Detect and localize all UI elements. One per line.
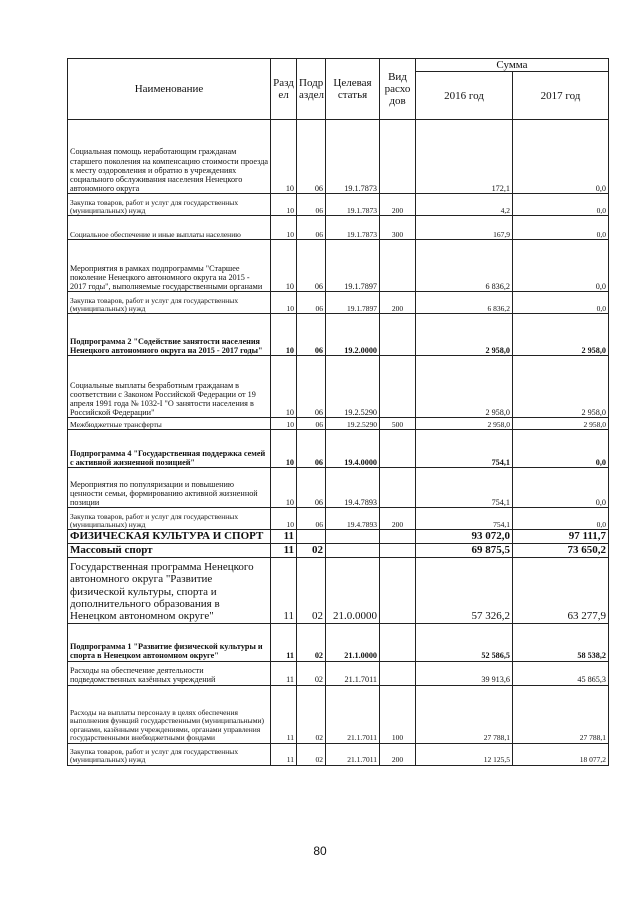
row-statya: 19.1.7897 (326, 240, 380, 292)
row-value-2017: 0,0 (513, 194, 609, 216)
header-podrazdel: Подр аздел (297, 59, 326, 120)
row-name: Подпрограмма 1 "Развитие физической культуры и спорта в Ненецком автономном округе" (68, 623, 271, 661)
row-value-2017: 45 865,3 (513, 661, 609, 685)
row-value-2016: 6 836,2 (416, 240, 513, 292)
row-value-2017: 73 650,2 (513, 543, 609, 557)
row-name: Расходы на выплаты персоналу в целях обеспечения выполнения функций государственными (муниципальными) органами, казёнными учреждениями, органами управления государственными внебюджетными фондами (68, 685, 271, 743)
row-name: Подпрограмма 2 "Содействие занятости населения Ненецкого автономного округа на 2015 - 2017 годы" (68, 314, 271, 356)
row-name: ФИЗИЧЕСКАЯ КУЛЬТУРА И СПОРТ (68, 530, 271, 543)
row-vid (380, 430, 416, 468)
row-name: Социальное обеспечение и иные выплаты населению (68, 216, 271, 240)
table-row (68, 508, 609, 530)
row-value-2017: 2 958,0 (513, 418, 609, 430)
row-podrazdel: 06 (297, 508, 326, 530)
row-value-2016: 52 586,5 (416, 623, 513, 661)
row-value-2017: 0,0 (513, 468, 609, 508)
row-vid (380, 314, 416, 356)
row-statya: 19.1.7873 (326, 216, 380, 240)
header-vid: Вид расхо дов (380, 59, 416, 120)
row-value-2016: 39 913,6 (416, 661, 513, 685)
row-razdel: 10 (271, 240, 297, 292)
table-row (68, 468, 609, 508)
table-row (68, 120, 609, 194)
row-podrazdel: 02 (297, 543, 326, 557)
row-name: Мероприятия в рамках подпрограммы "Старшее поколение Ненецкого автономного округа на 2015 - 2017 годы", выполняемые государственными органами (68, 240, 271, 292)
table-row (68, 623, 609, 661)
header-year-2017: 2017 год (513, 72, 609, 120)
row-value-2016: 12 125,5 (416, 743, 513, 765)
row-value-2016: 2 958,0 (416, 314, 513, 356)
row-name: Массовый спорт (68, 543, 271, 557)
row-vid (380, 240, 416, 292)
row-vid (380, 623, 416, 661)
row-podrazdel: 06 (297, 314, 326, 356)
row-razdel: 10 (271, 194, 297, 216)
row-value-2016: 754,1 (416, 430, 513, 468)
row-statya: 21.0.0000 (326, 557, 380, 623)
row-vid (380, 557, 416, 623)
row-statya: 21.1.0000 (326, 623, 380, 661)
row-statya (326, 543, 380, 557)
row-vid: 100 (380, 685, 416, 743)
row-statya: 21.1.7011 (326, 685, 380, 743)
row-statya: 19.2.5290 (326, 418, 380, 430)
row-statya: 19.1.7897 (326, 292, 380, 314)
row-vid: 200 (380, 743, 416, 765)
header-statya: Целевая статья (326, 59, 380, 120)
row-value-2016: 167,9 (416, 216, 513, 240)
table-row (68, 194, 609, 216)
table-row (68, 430, 609, 468)
row-value-2017: 0,0 (513, 216, 609, 240)
row-vid: 200 (380, 194, 416, 216)
row-razdel: 10 (271, 120, 297, 194)
row-statya: 21.1.7011 (326, 743, 380, 765)
row-razdel: 11 (271, 743, 297, 765)
row-name: Закупка товаров, работ и услуг для государственных (муниципальных) нужд (68, 508, 271, 530)
row-razdel: 11 (271, 530, 297, 543)
table-row (68, 661, 609, 685)
row-statya: 21.1.7011 (326, 661, 380, 685)
row-podrazdel: 06 (297, 468, 326, 508)
row-value-2016: 754,1 (416, 508, 513, 530)
table-row (68, 240, 609, 292)
header-razdel: Разд ел (271, 59, 297, 120)
table-header (68, 59, 609, 120)
header-year-2016: 2016 год (416, 72, 513, 120)
row-value-2017: 0,0 (513, 430, 609, 468)
row-value-2017: 0,0 (513, 292, 609, 314)
row-podrazdel: 02 (297, 623, 326, 661)
row-name: Мероприятия по популяризации и повышению ценности семьи, формированию активной жизненной позиции (68, 468, 271, 508)
row-vid: 200 (380, 508, 416, 530)
page-number: 80 (313, 844, 327, 858)
row-razdel: 11 (271, 661, 297, 685)
row-name: Закупка товаров, работ и услуг для государственных (муниципальных) нужд (68, 743, 271, 765)
row-statya (326, 530, 380, 543)
row-vid: 300 (380, 216, 416, 240)
row-value-2016: 6 836,2 (416, 292, 513, 314)
header-summa: Сумма (416, 59, 609, 72)
row-podrazdel: 06 (297, 418, 326, 430)
row-value-2017: 0,0 (513, 240, 609, 292)
budget-table (67, 58, 609, 766)
row-statya: 19.1.7873 (326, 194, 380, 216)
table-row (68, 685, 609, 743)
table-row (68, 292, 609, 314)
row-razdel: 10 (271, 292, 297, 314)
row-podrazdel: 02 (297, 685, 326, 743)
row-podrazdel: 06 (297, 292, 326, 314)
row-statya: 19.4.0000 (326, 430, 380, 468)
row-value-2016: 69 875,5 (416, 543, 513, 557)
row-razdel: 10 (271, 508, 297, 530)
row-name: Закупка товаров, работ и услуг для государственных (муниципальных) нужд (68, 194, 271, 216)
row-podrazdel (297, 530, 326, 543)
row-value-2017: 58 538,2 (513, 623, 609, 661)
table-row (68, 216, 609, 240)
row-vid: 200 (380, 292, 416, 314)
table-row (68, 743, 609, 765)
row-razdel: 10 (271, 418, 297, 430)
row-name: Социальная помощь неработающим гражданам старшего поколения на компенсацию стоимости проезда к месту оздоровления и обратно в учреждениях социального обслуживания населения Ненецкого автономного округа (68, 120, 271, 194)
row-razdel: 11 (271, 685, 297, 743)
row-name: Подпрограмма 4 "Государственная поддержка семей с активной жизненной позицией" (68, 430, 271, 468)
row-podrazdel: 06 (297, 240, 326, 292)
row-name: Социальные выплаты безработным гражданам в соответствии с Законом Российской Федерации от 19 апреля 1991 года № 1032-I "О занятости населения в Российской Федерации" (68, 356, 271, 418)
row-vid: 500 (380, 418, 416, 430)
row-razdel: 10 (271, 356, 297, 418)
row-podrazdel: 06 (297, 216, 326, 240)
row-podrazdel: 06 (297, 120, 326, 194)
row-vid (380, 356, 416, 418)
row-razdel: 10 (271, 314, 297, 356)
row-vid (380, 661, 416, 685)
row-value-2017: 2 958,0 (513, 314, 609, 356)
row-value-2016: 754,1 (416, 468, 513, 508)
row-razdel: 10 (271, 468, 297, 508)
row-value-2017: 97 111,7 (513, 530, 609, 543)
row-razdel: 10 (271, 216, 297, 240)
row-podrazdel: 02 (297, 557, 326, 623)
row-value-2016: 4,2 (416, 194, 513, 216)
row-vid (380, 468, 416, 508)
row-value-2016: 57 326,2 (416, 557, 513, 623)
row-podrazdel: 02 (297, 661, 326, 685)
row-value-2017: 27 788,1 (513, 685, 609, 743)
row-name: Расходы на обеспечение деятельности подведомственных казённых учреждений (68, 661, 271, 685)
row-podrazdel: 06 (297, 194, 326, 216)
row-razdel: 10 (271, 430, 297, 468)
row-podrazdel: 06 (297, 430, 326, 468)
row-statya: 19.4.7893 (326, 468, 380, 508)
row-statya: 19.1.7873 (326, 120, 380, 194)
header-name: Наименование (68, 59, 271, 120)
table-body (68, 120, 609, 765)
row-name: Закупка товаров, работ и услуг для государственных (муниципальных) нужд (68, 292, 271, 314)
row-value-2017: 18 077,2 (513, 743, 609, 765)
table-row (68, 418, 609, 430)
row-value-2017: 0,0 (513, 508, 609, 530)
table-row (68, 356, 609, 418)
row-podrazdel: 02 (297, 743, 326, 765)
row-vid (380, 120, 416, 194)
row-vid (380, 530, 416, 543)
row-value-2016: 27 788,1 (416, 685, 513, 743)
table-row (68, 314, 609, 356)
row-value-2017: 0,0 (513, 120, 609, 194)
row-razdel: 11 (271, 557, 297, 623)
row-name: Межбюджетные трансферты (68, 418, 271, 430)
row-name: Государственная программа Ненецкого автономного округа "Развитие физической культуры, спорта и дополнительного образования в Ненецком автономном округе" (68, 557, 271, 623)
row-value-2016: 172,1 (416, 120, 513, 194)
row-podrazdel: 06 (297, 356, 326, 418)
row-statya: 19.2.5290 (326, 356, 380, 418)
row-vid (380, 543, 416, 557)
row-value-2016: 2 958,0 (416, 418, 513, 430)
row-razdel: 11 (271, 543, 297, 557)
table-row (68, 543, 609, 557)
table-row (68, 530, 609, 543)
row-statya: 19.2.0000 (326, 314, 380, 356)
table-row (68, 557, 609, 623)
row-value-2017: 63 277,9 (513, 557, 609, 623)
row-value-2017: 2 958,0 (513, 356, 609, 418)
row-statya: 19.4.7893 (326, 508, 380, 530)
row-value-2016: 93 072,0 (416, 530, 513, 543)
row-razdel: 11 (271, 623, 297, 661)
row-value-2016: 2 958,0 (416, 356, 513, 418)
